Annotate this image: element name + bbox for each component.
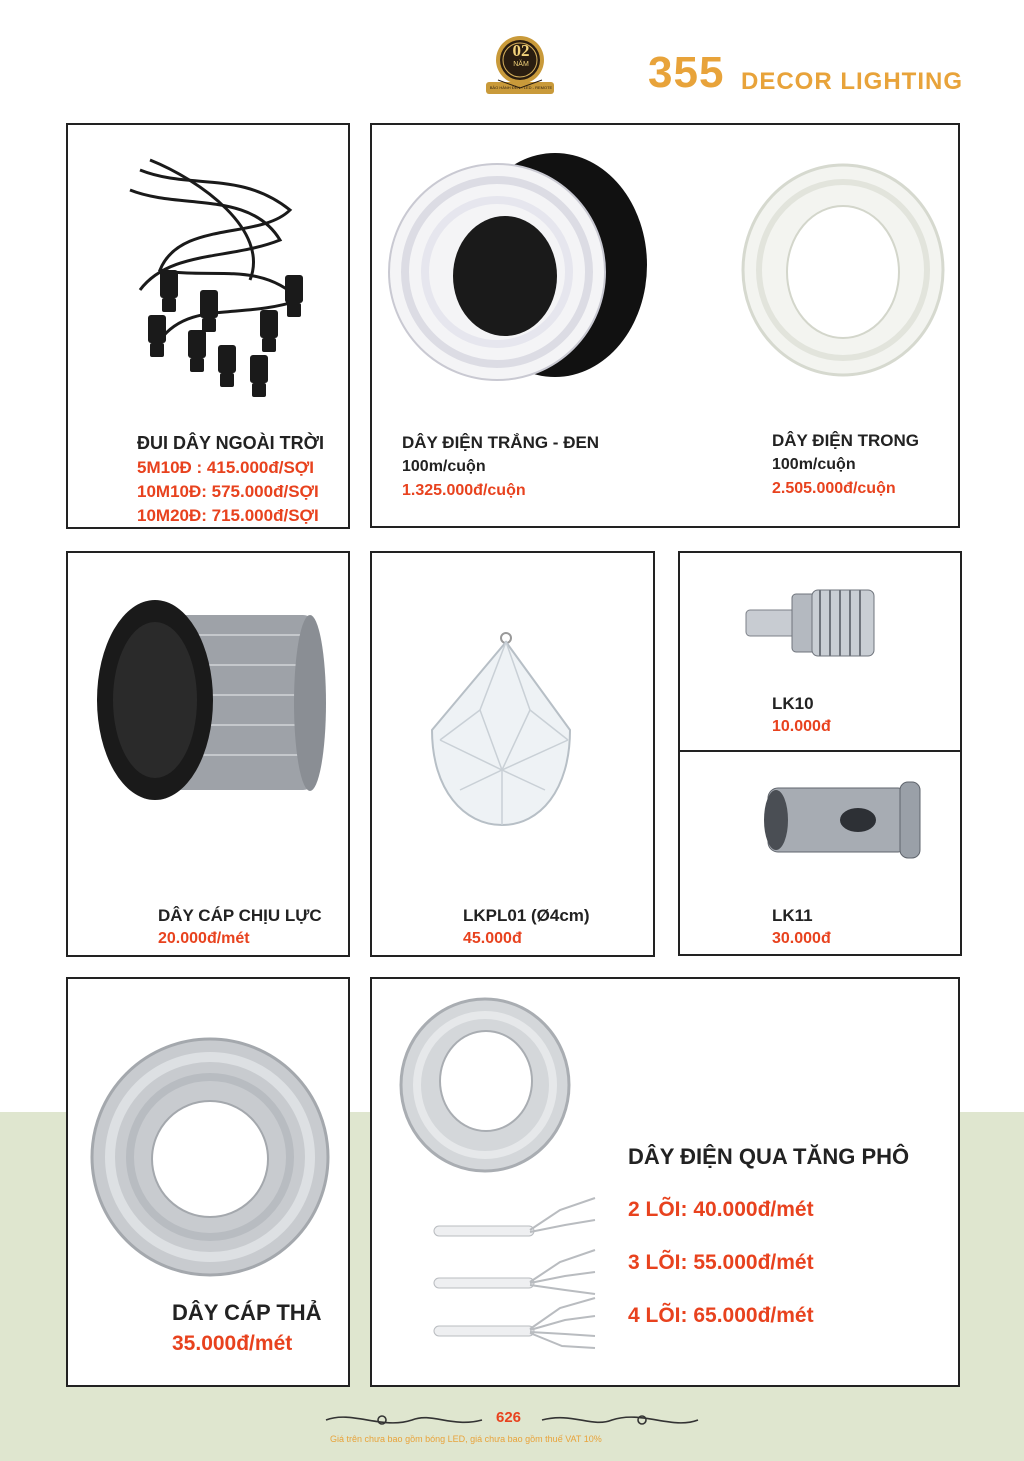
lk11-price: 30.000đ	[772, 930, 831, 947]
badge-caption: BẢO HÀNH ĐÈN - LED - REMOTE	[489, 85, 553, 90]
white-black-wire-price: 1.325.000đ/cuộn	[402, 482, 526, 499]
lk10-price: 10.000đ	[772, 718, 831, 735]
clear-wire-coil-image	[738, 160, 948, 380]
silver-cable-coil-image	[88, 1035, 333, 1280]
badge-word: NĂM	[513, 61, 529, 68]
brand-text: DECOR LIGHTING	[741, 68, 963, 95]
outdoor-socket-string-image	[100, 150, 320, 420]
clear-wire-spec: 100m/cuộn	[772, 456, 856, 473]
outdoor-socket-name: ĐUI DÂY NGOÀI TRỜI	[137, 433, 325, 453]
hanging-cable-price: 35.000đ/mét	[172, 1332, 293, 1355]
cable-spool-price: 20.000đ/mét	[158, 930, 250, 947]
ballast-wire-name: DÂY ĐIỆN QUA TĂNG PHÔ	[628, 1144, 910, 1169]
crystal-ball-image	[420, 630, 585, 830]
white-black-wire-coils-image	[385, 150, 655, 385]
clear-wire-price: 2.505.000đ/cuộn	[772, 480, 896, 497]
brand-number: 355	[648, 48, 725, 97]
hanging-cable-name: DÂY CÁP THẢ	[172, 1300, 322, 1325]
footer-note: Giá trên chưa bao gồm bóng LED, giá chưa bao gồm thuế VAT 10%	[330, 1434, 602, 1444]
transparent-wire-coil-image	[398, 995, 573, 1175]
crystal-price: 45.000đ	[463, 930, 522, 947]
lk11-name: LK11	[772, 906, 813, 925]
tube-connector-image	[758, 780, 928, 860]
white-black-wire-spec: 100m/cuộn	[402, 458, 486, 475]
crystal-name: LKPL01 (Ø4cm)	[463, 906, 590, 925]
white-black-wire-name: DÂY ĐIỆN TRẮNG - ĐEN	[402, 433, 600, 452]
lk10-name: LK10	[772, 694, 814, 713]
ballast-wire-price-3: 3 LÕI: 55.000đ/mét	[628, 1251, 814, 1274]
ballast-wire-price-2: 2 LÕI: 40.000đ/mét	[628, 1198, 814, 1221]
outdoor-socket-price-1: 5M10Đ : 415.000đ/SỢI	[137, 458, 315, 477]
page-number: 626	[496, 1409, 522, 1426]
connector-divider	[679, 750, 961, 752]
wire-strands-image	[430, 1190, 605, 1350]
ballast-wire-price-4: 4 LÕI: 65.000đ/mét	[628, 1304, 814, 1327]
cable-spool-name: DÂY CÁP CHỊU LỰC	[158, 906, 322, 925]
outdoor-socket-price-2: 10M10Đ: 575.000đ/SỢI	[137, 482, 319, 501]
badge-number: 02	[512, 41, 530, 60]
outdoor-socket-price-3: 10M20Đ: 715.000đ/SỢI	[137, 506, 319, 525]
clear-wire-name: DÂY ĐIỆN TRONG	[772, 431, 920, 450]
cable-spool-image	[95, 595, 335, 805]
threaded-connector-image	[742, 580, 882, 665]
